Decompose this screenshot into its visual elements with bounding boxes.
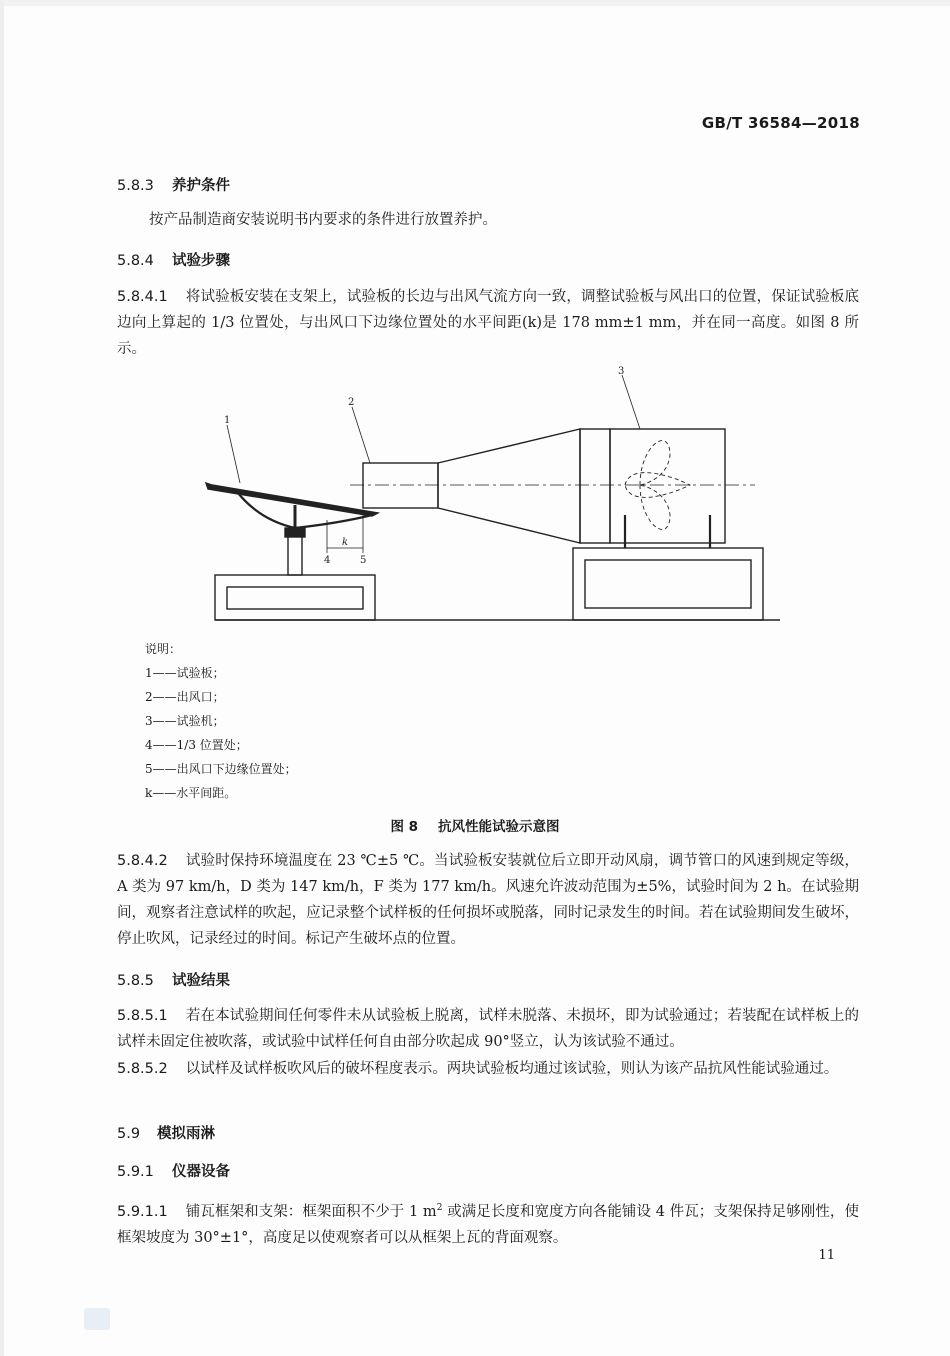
superscript-2: 2 (436, 1203, 443, 1213)
paragraph-5-8-4-1 (117, 284, 859, 362)
stand-clamp (285, 528, 305, 537)
clause-text: 试验时保持环境温度在 23 ℃±5 ℃。当试验板安装就位后立即开动风扇，调节管口的风速到规定等级，A 类为 97 km/h，D 类为 147 km/h，F 类为 177 km/h。风速允许波动范围为±5%，试验时间为 2 h。在试验期间，观察者注意试样的吹起，应记录整个试样板的任何损坏或脱落，同时记录发生的时间。若在试验期间发生破坏，停止吹风，记录经过的时间。标记产生破坏点的位置。 (117, 853, 859, 947)
clause-number: 5.8.5.2 (117, 1061, 168, 1077)
paragraph-5-8-4-2 (117, 848, 859, 952)
leader-1 (227, 425, 240, 483)
machine-base (573, 548, 763, 620)
figure-label-1: 1 (224, 415, 231, 426)
leader-3 (622, 375, 640, 429)
heading-5-9 (117, 1122, 215, 1143)
paragraph-5-9-1-1 (117, 1195, 859, 1251)
legend-item: 3——试验机； (145, 714, 225, 728)
scan-watermark-logo (84, 1308, 110, 1330)
heading-number: 5.8.5 (117, 973, 154, 989)
heading-title: 模拟雨淋 (157, 1126, 215, 1142)
clause-text-b: 或满足长度和宽度方向各能铺设 4 件瓦；支架保持足够刚性，使框架坡度为 30°±1°，高度足以使观察者可以从框架上瓦的背面观察。 (117, 1203, 859, 1246)
clause-number: 5.8.5.1 (117, 1008, 168, 1024)
figure-label-k: k (342, 537, 349, 548)
legend-item: 5——出风口下边缘位置处； (145, 762, 297, 776)
figure-label-3: 3 (618, 366, 625, 377)
clause-text: 将试验板安装在支架上，试验板的长边与出风气流方向一致，调整试验板与风出口的位置，保证试验板底边向上算起的 1/3 位置处，与出风口下边缘位置处的水平间距(k)是 178 mm±1 mm，并在同一高度。如图 8 所示。 (117, 289, 859, 357)
heading-5-8-3 (117, 174, 230, 195)
figure-label-4: 4 (324, 555, 331, 566)
caption-title: 抗风性能试验示意图 (438, 819, 560, 835)
heading-5-8-4 (117, 249, 230, 270)
heading-number: 5.8.3 (117, 178, 154, 194)
paragraph-5-8-3: 按产品制造商安装说明书内要求的条件进行放置养护。 (149, 212, 497, 228)
heading-number: 5.9.1 (117, 1164, 154, 1180)
paragraph-5-8-5-2 (117, 1056, 859, 1082)
legend-item: 2——出风口； (145, 690, 225, 704)
clause-number: 5.8.4.2 (117, 853, 168, 869)
legend-item: k——水平间距。 (145, 786, 237, 800)
stand-base (215, 575, 375, 620)
fan-blade-upper (640, 441, 670, 485)
duct-cone (438, 429, 580, 543)
heading-title: 试验步骤 (172, 253, 230, 269)
heading-5-9-1 (117, 1160, 230, 1181)
figure-caption (0, 815, 950, 835)
clause-number: 5.8.4.1 (117, 289, 168, 305)
page-number: 11 (818, 1248, 835, 1263)
wind-test-diagram (200, 365, 780, 635)
legend-item: 1——试验板； (145, 666, 225, 680)
page-top-edge (0, 0, 950, 6)
stand-base-inner (227, 587, 363, 609)
heading-title: 养护条件 (172, 178, 230, 194)
heading-number: 5.9 (117, 1126, 141, 1142)
figure-label-5: 5 (360, 555, 367, 566)
standard-number: GB/T 36584—2018 (701, 114, 860, 132)
heading-title: 仪器设备 (172, 1164, 230, 1180)
legend-title: 说明： (145, 642, 182, 656)
figure-legend (145, 637, 297, 805)
clause-text: 以试样及试样板吹风后的破坏程度表示。两块试验板均通过该试验，则认为该产品抗风性能试验通过。 (185, 1061, 839, 1077)
caption-number: 图 8 (390, 819, 419, 835)
figure-label-2: 2 (348, 397, 355, 408)
heading-title: 试验结果 (172, 973, 230, 989)
stand-column (288, 535, 302, 575)
fan-blade-lower (640, 485, 670, 529)
heading-5-8-5 (117, 969, 230, 990)
test-panel (206, 483, 378, 516)
clause-text: 若在本试验期间任何零件未从试验板上脱离，试样未脱落、未损坏，即为试验通过；若装配在试样板上的试样未固定住被吹落，或试验中试样任何自由部分吹起成 90°竖立，认为该试验不通过。 (117, 1008, 859, 1050)
machine-base-inner (585, 560, 751, 608)
air-outlet (363, 463, 438, 508)
clause-number: 5.9.1.1 (117, 1203, 168, 1220)
page-left-edge (0, 0, 4, 1356)
heading-number: 5.8.4 (117, 253, 154, 269)
fan-housing-front (580, 429, 610, 543)
legend-item: 4——1/3 位置处； (145, 738, 248, 752)
paragraph-5-8-5-1 (117, 1003, 859, 1055)
clause-text-a: 铺瓦框架和支架：框架面积不少于 1 m (185, 1203, 437, 1220)
leader-2 (352, 407, 370, 463)
